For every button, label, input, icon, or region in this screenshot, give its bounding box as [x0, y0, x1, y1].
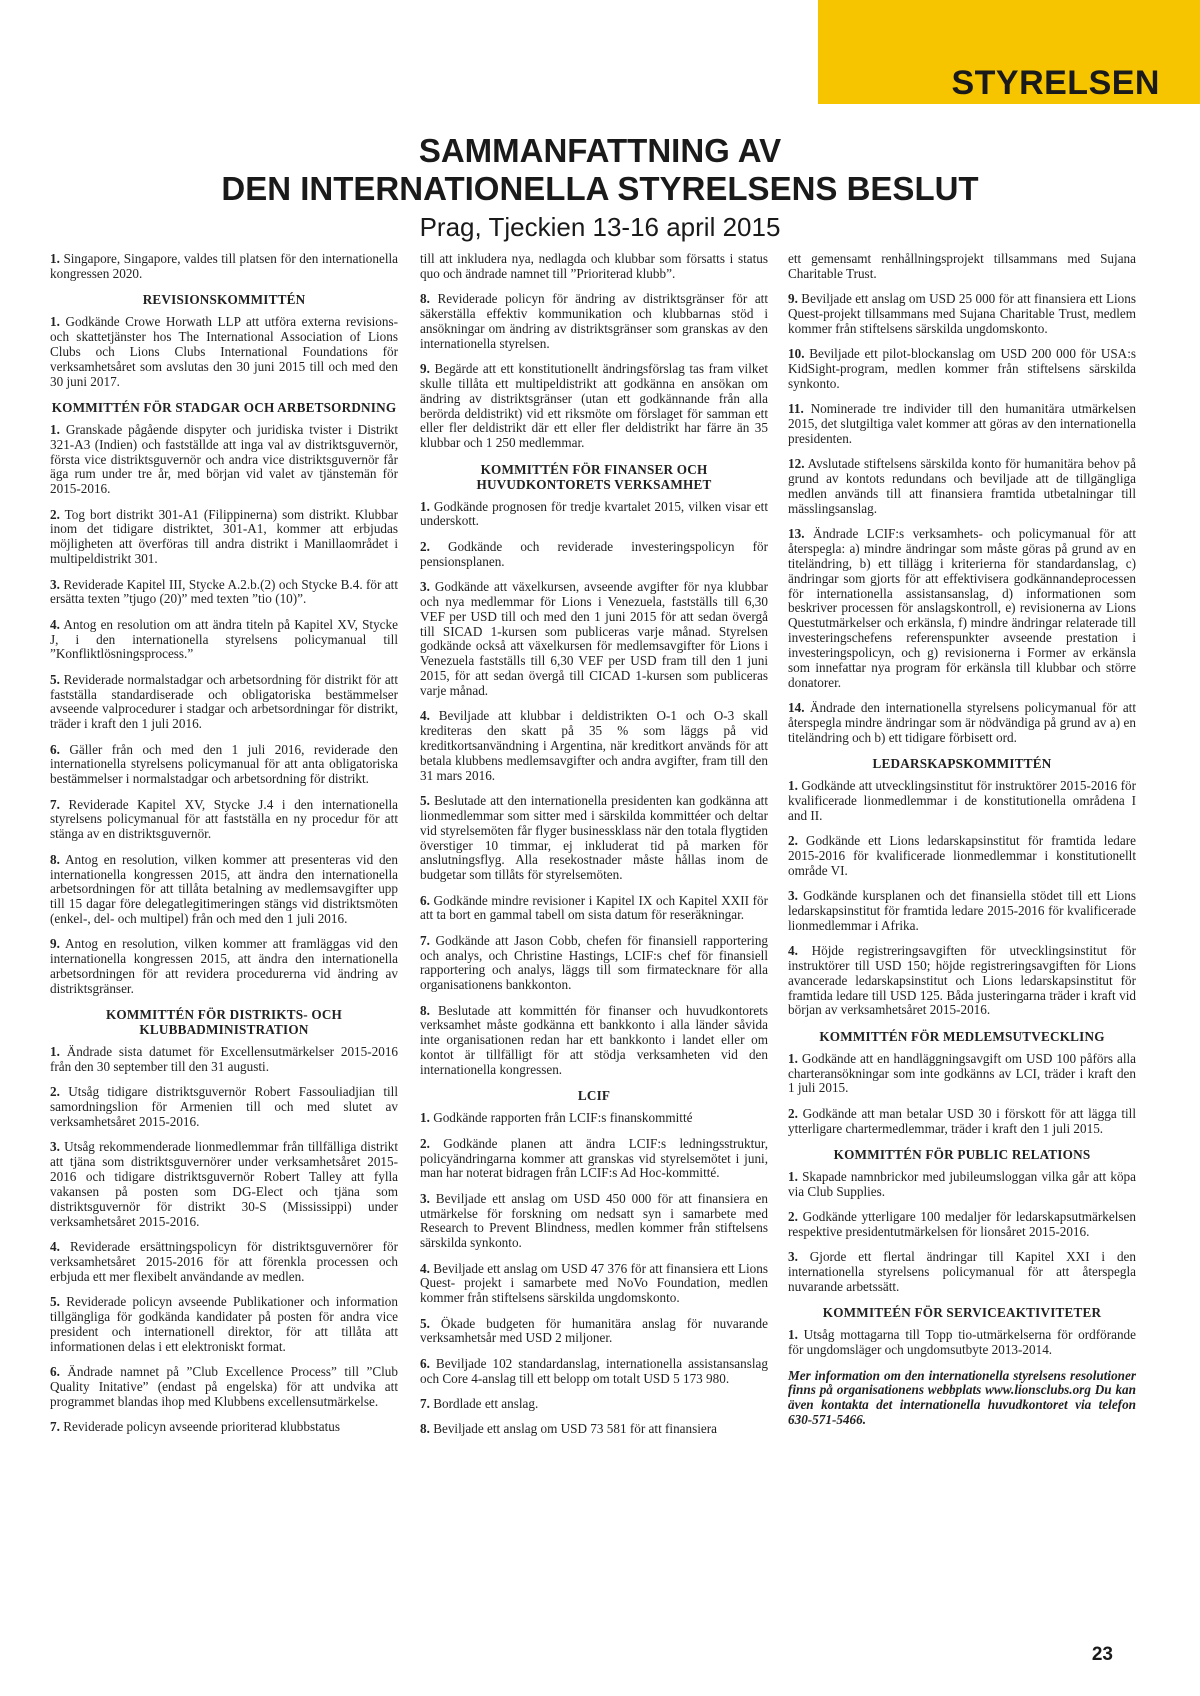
- item-text: Avslutade stiftelsens särskilda konto för humanitära behov på grund av kontots redundans och beviljade att de tillgängliga medlen används till att finansiera framtida utbetalningar till mässlingsanslag.: [788, 456, 1136, 516]
- resolution-item: [420, 709, 768, 783]
- item-text: Nominerade tre individer till den humanitära utmärkelsen 2015, det slutgiltiga valet kommer att göras av den internationella presidenten.: [788, 401, 1136, 446]
- item-number: 3.: [50, 1139, 60, 1155]
- item-text: Godkände att växelkursen, avseende avgifter för nya klubbar och nya medlemmar för Lions i Venezuela, fastställs till 6,30 VEF per USD till och med den 1 juni 2015 för att sedan övergå till SICAD 1-kursen som publiceras varje månad. Styrelsen godkände också att växelkursen för medlemsavgifter för Lions i Venezuela fastställs till 6,30 VEF per USD fram till den 1 juni 2015, för att sedan övergå till CICAD 1-kursen som publiceras varje månad.: [420, 579, 768, 698]
- item-text: Beviljade 102 standardanslag, internationella assistansanslag och Core 4-anslag till ett belopp om totalt USD 5 173 980.: [420, 1355, 768, 1386]
- item-text: till att inkludera nya, nedlagda och klubbar som försatts i status quo och ändrade namnet till ”Prioriterad klubb”.: [420, 251, 768, 281]
- resolution-item: [50, 1365, 398, 1410]
- item-text: Reviderade normalstadgar och arbetsordning för distrikt för att fastställa standardiserade och obligatoriska bestämmelser avseende valprocedurer i stadgar och arbetsordningar för distrikt, träder i kraft den 1 juli 2016.: [50, 671, 399, 732]
- item-number: 1.: [420, 498, 430, 514]
- item-text: Godkände planen att ändra LCIF:s ledningsstruktur, policyändringarna kommer att granskas vid styrelsemötet i juni, man har noterat bidragen från LCIF:s Ad Hoc-kommitté.: [420, 1135, 768, 1181]
- resolution-item: [788, 1210, 1136, 1240]
- section-heading: KOMMITTÉN FÖR PUBLIC RELATIONS: [833, 1147, 1091, 1162]
- resolution-item: [50, 1085, 398, 1130]
- item-text: Gjorde ett flertal ändringar till Kapitel XXI i den internationella styrelsens policymanual för att återspegla nuvarande arbetssätt.: [788, 1249, 1136, 1295]
- section-heading: LEDARSKAPSKOMMITTÉN: [872, 755, 1052, 771]
- resolution-item: [50, 743, 398, 788]
- item-text: Reviderade ersättningspolicyn för distriktsguvernörer för verksamhetsåret 2015-2016 för att förenkla processen och erbjuda ett mer flexibelt användande av medlen.: [50, 1239, 399, 1284]
- section-heading: LCIF: [577, 1088, 611, 1104]
- item-number: 6.: [50, 741, 60, 757]
- item-text: Ändrade LCIF:s verksamhets- och policymanual för att återspegla: a) mindre ändringar som måste göras på grund av en titeländring, b) ett tillägg i kriterierna för standardanslag, c) ändringar som gjorts för att effektivisera godkännandeprocessen för internationella assistansanslag, d) informationen som beskriver processen för anslagskontroll, e) revisionerna av Lions Questutmärkelser och erkänsla, f) mindre ändringar relaterade till investeringschefens referenspunkter avseende prestation i investeringspolicyn, och g) revisionerna i Former av erkänsla som innefattar nya program för erkänsla till klubbar och större donatorer.: [788, 526, 1136, 690]
- resolution-item: [788, 834, 1136, 879]
- item-text: Bordlade ett anslag.: [433, 1395, 539, 1411]
- item-number: 9.: [50, 936, 60, 952]
- item-number: 3.: [788, 888, 798, 904]
- item-number: 4.: [50, 616, 60, 632]
- item-number: 2.: [50, 1084, 60, 1100]
- item-number: 11.: [788, 401, 804, 417]
- item-number: 2.: [50, 506, 60, 522]
- resolution-item: [420, 1317, 768, 1347]
- page-number: 23: [1091, 1644, 1113, 1665]
- item-number: 7.: [420, 932, 430, 948]
- item-number: 7.: [420, 1395, 430, 1411]
- title-block: [0, 132, 1200, 244]
- item-text: Utsåg mottagarna till Topp tio-utmärkelserna för ordförande för ungdomsläger och ungdomsutbyte 2013-2014.: [788, 1327, 1136, 1358]
- resolution-item: [420, 794, 768, 883]
- item-number: 6.: [50, 1363, 60, 1379]
- resolution-item: [420, 540, 768, 570]
- item-number: 9.: [420, 361, 430, 377]
- resolution-item: [50, 618, 398, 663]
- resolution-item: [788, 457, 1136, 516]
- item-text: Godkände rapporten från LCIF:s finanskommitté: [433, 1110, 693, 1126]
- resolution-item: [420, 580, 768, 699]
- item-text: Begärde att ett konstitutionellt ändringsförslag tas fram vilket skulle tillåta ett multipeldistrikt att godkänna en ansökan om ändring av distriktsgränser (utan ett godkännande från alla berörda deldistrikt) vid ett riksmöte om förslaget för samman ett eller fler deldistrikt där ett eller fler deldistrikt har färre än 35 klubbar och 1 250 medlemmar.: [420, 361, 768, 451]
- item-text: Ändrade namnet på ”Club Excellence Process” till ”Club Quality Initative” (endast på engelska) för att undvika att programmet blandas ihop med Klubbens excellensutmärkelse.: [50, 1363, 398, 1409]
- item-number: 5.: [50, 1294, 60, 1310]
- item-text: Godkände prognosen för tredje kvartalet 2015, vilken visar ett underskott.: [420, 498, 768, 529]
- section-heading: REVISIONSKOMMITTÉN: [142, 292, 306, 308]
- resolution-item: [788, 779, 1136, 824]
- resolution-item: [420, 934, 768, 993]
- item-text: ett gemensamt renhållningsprojekt tillsammans med Sujana Charitable Trust.: [788, 251, 1136, 281]
- page-title-line-2: DEN INTERNATIONELLA STYRELSENS BESLUT: [221, 170, 979, 207]
- resolution-item: [788, 347, 1136, 392]
- item-text: Singapore, Singapore, valdes till platsen för den internationella kongressen 2020.: [50, 251, 398, 281]
- item-number: 2.: [788, 1105, 798, 1121]
- item-text: Reviderade policyn avseende prioriterad klubbstatus: [63, 1418, 341, 1434]
- item-text: Beviljade ett anslag om USD 450 000 för att finansiera en utmärkelse för forskning om nedsatt syn i samarbete med Research to Prevent Blindness, medlen kommer från stiftelsens särskilda synkonto.: [420, 1190, 768, 1251]
- item-number: 2.: [420, 1135, 430, 1151]
- item-text: Godkände att utvecklingsinstitut för instruktörer 2015-2016 för kvalificerade lionmedlemmar i de konstitutionella områdena I and II.: [788, 777, 1137, 823]
- item-number: 1.: [50, 421, 60, 437]
- item-number: 6.: [420, 1355, 430, 1371]
- resolution-item: [788, 1052, 1136, 1097]
- resolution-item: [50, 673, 398, 732]
- item-text: Reviderade Kapitel XV, Stycke J.4 i den internationella styrelsens policymanual för att fastställa en ny procedur för att stänga av en distriktsguvernör.: [50, 796, 398, 842]
- item-text: Granskade pågående dispyter och juridiska tvister i Distrikt 321-A3 (Indien) och fastställde att inga val av distriktsguvernör, första vice distriktsguvernör och andra vice distriktsguvernör får äga rum under tre år, med början vid valet av tjänstemän för 2015-2016.: [50, 421, 398, 497]
- resolution-item: [788, 1328, 1136, 1358]
- resolution-item: [788, 292, 1136, 337]
- item-text: Utsåg tidigare distriktsguvernör Robert Fassouliadjian till samordningslion för Armenien till och med slutet av verksamhetsåret 2015-2016.: [50, 1084, 398, 1130]
- item-number: 13.: [788, 526, 805, 542]
- item-text: Antog en resolution, vilken kommer att framläggas vid den internationella kongressen 2015, att ändra den internationella arbetsordningen för att revidera procedurerna vid ändring av distriktsgränser.: [50, 936, 398, 996]
- page-subtitle: Prag, Tjeckien 13-16 april 2015: [419, 212, 781, 242]
- item-number: 9.: [788, 291, 798, 307]
- item-text: Godkände att man betalar USD 30 i förskott för att lägga till ytterligare chartermedlemmar, träder i kraft den 1 juli 2015.: [788, 1105, 1136, 1136]
- item-text: Reviderade policyn för ändring av distriktsgränser för att säkerställa effektiv kommunikation och klubbarnas stöd i ansökningar om ändring av distriktsgränser som granskas av den internationella styrelsen.: [420, 291, 769, 351]
- item-number: 3.: [50, 576, 60, 592]
- item-number: 3.: [420, 579, 430, 594]
- resolution-item: [50, 578, 398, 608]
- item-number: 1.: [788, 1050, 798, 1066]
- item-number: 1.: [50, 251, 60, 266]
- resolution-item: [788, 944, 1136, 1018]
- resolution-item: [50, 1295, 398, 1354]
- resolution-item: [788, 1170, 1136, 1200]
- item-number: 3.: [788, 1249, 798, 1265]
- resolution-item: [50, 937, 398, 996]
- resolution-item: [50, 1140, 398, 1229]
- item-text: Godkände kursplanen och det finansiella stödet till ett Lions ledarskapsinstitut för framtida ledare 2015-2016 för kvalificerade lionmedlemmar i Afrika.: [788, 888, 1136, 933]
- item-number: 1.: [50, 314, 60, 330]
- resolution-item: [788, 402, 1136, 447]
- item-text: Gäller från och med den 1 juli 2016, reviderade den internationella styrelsens policymanual för att anta obligatoriska bestämmelser i normalstadgar och arbetsordning för distrikt.: [50, 741, 399, 787]
- section-tab-label: STYRELSEN: [951, 64, 1160, 102]
- resolution-item: [788, 889, 1136, 934]
- item-text: Reviderade Kapitel III, Stycke A.2.b.(2) och Stycke B.4. för att ersätta texten ”tjugo (20)” med texten ”tio (10)”.: [50, 576, 399, 607]
- item-number: 8.: [420, 1002, 430, 1018]
- section-heading: KOMMITTÉN FÖR STADGAR OCH ARBETSORDNING: [51, 399, 397, 415]
- text-column-2: [420, 252, 768, 1448]
- item-text: Godkände ett Lions ledarskapsinstitut för framtida ledare 2015-2016 för kvalificerade lionmedlemmar i konstitutionellt område VI.: [788, 833, 1137, 878]
- resolution-item: [50, 1420, 398, 1435]
- section-heading: KOMMITTÉN FÖR FINANSER OCH HUVUDKONTORETS VERKSAMHET: [476, 461, 712, 492]
- item-text: Godkände och reviderade investeringspolicyn för pensionsplanen.: [420, 538, 769, 569]
- item-number: 10.: [788, 346, 805, 362]
- item-text: Godkände ytterligare 100 medaljer för ledarskapsutmärkelsen respektive presidentutmärkelsen för lionsåret 2015-2016.: [788, 1209, 1136, 1240]
- item-text: Beviljade ett anslag om USD 25 000 för att finansiera ett Lions Quest-projekt tillsammans med Sujana Charitable Trust, medlem kommer från stiftelsens särskilda ungdomskonto.: [788, 291, 1136, 336]
- item-number: 12.: [788, 456, 805, 472]
- resolution-item: [420, 1004, 768, 1078]
- contact-note: Mer information om den internationella styrelsens resolutioner finns på organisationens webbplats www.lionsclubs.org Du kan även kontakta det internationella huvudkontoret via telefon 630-571-5466.: [788, 1367, 1136, 1428]
- resolution-item: [420, 1397, 768, 1412]
- resolution-item: [50, 1240, 398, 1285]
- item-text: Beviljade ett pilot-blockanslag om USD 200 000 för USA:s KidSight-program, medlen kommer från stiftelsens särskilda synkonto.: [788, 346, 1136, 391]
- item-number: 6.: [420, 892, 430, 908]
- resolution-item: [50, 798, 398, 843]
- item-number: 1.: [788, 1169, 798, 1184]
- item-number: 4.: [788, 943, 798, 959]
- item-text: Beviljade ett anslag om USD 47 376 för att finansiera ett Lions Quest- projekt i samarbete med NoVo Foundation, medlen kommer från stiftelsens särskilda ungdomskonto.: [420, 1260, 768, 1306]
- item-number: 4.: [420, 708, 430, 724]
- item-number: 5.: [420, 792, 430, 808]
- item-text: Godkände att en handläggningsavgift om USD 100 påförs alla charteransökningar som inte godkänns av LCI, träder i kraft den 1 juli 2015.: [788, 1050, 1137, 1096]
- item-text: Antog en resolution om att ändra titeln på Kapitel XV, Stycke J, i den internationella styrelsens policymanual till ”Konfliktlösningsprocess.”: [50, 616, 398, 662]
- resolution-item: [420, 1262, 768, 1307]
- item-text: Ändrade den internationella styrelsens policymanual för att återspegla mindre ändringar som är nödvändiga på grund av a) en titeländring och b) ett tidigare förbisett ord.: [788, 699, 1137, 745]
- section-heading: KOMMITTÉN FÖR DISTRIKTS- OCH KLUBBADMINISTRATION: [105, 1007, 343, 1038]
- resolution-item: [420, 362, 768, 451]
- item-number: 1.: [50, 1044, 60, 1060]
- resolution-item: [420, 894, 768, 924]
- resolution-item: [50, 853, 398, 927]
- resolution-item: [50, 1045, 398, 1075]
- item-number: 2.: [788, 833, 798, 848]
- section-heading: KOMMITEÉN FÖR SERVICEAKTIVITETER: [822, 1305, 1102, 1321]
- resolution-item: [788, 701, 1136, 746]
- resolution-item: [420, 1111, 768, 1126]
- resolution-item: [420, 1422, 768, 1437]
- item-number: 8.: [420, 291, 430, 307]
- item-text: Beviljade att klubbar i deldistrikten O-1 och O-3 skall krediteras den skatt på 35 % som läggs på vid kreditkortsanvändning i Argentina, när kreditkort används för att betala klubbens medlemsavgifter och andra avgifter, fram till den 31 mars 2016.: [420, 708, 768, 783]
- resolution-item: [420, 1357, 768, 1387]
- item-text: Utsåg rekommenderade lionmedlemmar från tillfälliga distrikt att tjäna som distriktsguvernörer under verksamhetsåret 2015-2016 och tidigare distriktsguvernör Robert Talley att fylla vakansen på posten som DG-Elect och tjäna som distriktsguvernör för distrikt 30-S (Mississippi) under verksamhetsåret 2015-2016.: [50, 1139, 399, 1229]
- item-number: 1.: [788, 1327, 798, 1343]
- item-text: Beslutade att den internationella presidenten kan godkänna att lionmedlemmar som sitter med i särskilda kommittéer och deltar vid styrelsemöten får flyger businessklass när den totala flygtiden överstiger 10 timmar, ej inkluderat tid på marken för anslutningsflyg. Alla resekostnader måste hållas inom de budgetar som tillåts för styrelsemöten.: [420, 792, 769, 883]
- text-column-1: [50, 252, 398, 1445]
- item-number: 5.: [50, 671, 60, 687]
- item-number: 8.: [420, 1421, 430, 1437]
- item-number: 8.: [50, 851, 60, 867]
- resolution-item: [788, 1107, 1136, 1137]
- resolution-item: [788, 1250, 1136, 1295]
- section-tab: [818, 0, 1200, 104]
- text-column-3: [788, 252, 1136, 1438]
- item-number: 2.: [788, 1209, 798, 1225]
- item-text: Ökade budgeten för humanitära anslag för nuvarande verksamhetsår med USD 2 miljoner.: [420, 1315, 768, 1346]
- item-number: 7.: [50, 796, 60, 812]
- resolution-item: [420, 1192, 768, 1251]
- item-text: Tog bort distrikt 301-A1 (Filippinerna) som distrikt. Klubbar inom det tidigare distriktet, 301-A1, kommer att erbjudas möjligheten att överföras till andra distrikt i Manillaområdet i multipeldistrikt 301.: [50, 506, 398, 567]
- item-number: 1.: [788, 777, 798, 793]
- resolution-item: [420, 500, 768, 530]
- resolution-item: [50, 423, 398, 497]
- item-text: Godkände Crowe Horwath LLP att utföra externa revisions- och skattetjänster hos The International Association of Lions Clubs och Lions Clubs International Foundations för verksamhetsåret som avslutas den 30 juni 2015 till och med den 30 juni 2017.: [50, 314, 399, 389]
- item-number: 3.: [420, 1190, 430, 1206]
- resolution-item: [420, 292, 768, 351]
- item-text: Höjde registreringsavgiften för utvecklingsinstitut för instruktörer till USD 150; höjde registreringsavgiften för Lions avancerade ledarskapsinstitut och Lions ledarskapsinstitut för framtida ledare till USD 125. Båda justeringarna träder i kraft vid början av verksamhetsåret 2015-2016.: [788, 943, 1137, 1018]
- item-number: 4.: [50, 1239, 60, 1255]
- item-text: Godkände att Jason Cobb, chefen för finansiell rapportering och analys, och Christine Hastings, LCIF:s chef för finansiell rapportering och analys, läggs till som firmatecknare för alla organisationens bankkonton.: [420, 932, 769, 993]
- item-text: Ändrade sista datumet för Excellensutmärkelser 2015-2016 från den 30 september till den 31 augusti.: [50, 1044, 399, 1075]
- item-number: 7.: [50, 1418, 60, 1434]
- item-number: 4.: [420, 1260, 430, 1276]
- item-text: Beviljade ett anslag om USD 73 581 för att finansiera: [433, 1421, 718, 1437]
- item-text: Beslutade att kommittén för finanser och huvudkontorets verksamhet måste godkänna ett bankkonto i alla länder såvida inte organisationen redan har ett bankkonto i landet eller om kontot är tillfälligt för att stödja verksamheten vid den internationella kongressen.: [420, 1002, 769, 1077]
- resolution-item: [788, 252, 1136, 282]
- resolution-item: [50, 508, 398, 567]
- item-text: Antog en resolution, vilken kommer att presenteras vid den internationella kongressen 2015, att ändra den internationella arbetsordningen för att tillåta betalning av medlemsavgifter upp till 15 dagar före delegatlegitimeringen stängs vid distriktsmöten (enkel-, del- och multipel) från och med den 1 juli 2016.: [50, 851, 398, 927]
- resolution-item: [50, 252, 398, 282]
- resolution-item: [420, 252, 768, 282]
- page-title-line-1: SAMMANFATTNING AV: [418, 132, 782, 169]
- resolution-item: [50, 315, 398, 389]
- item-number: 2.: [420, 538, 430, 554]
- item-number: 5.: [420, 1315, 430, 1331]
- item-text: Godkände mindre revisioner i Kapitel IX och Kapitel XXII för att ta bort en gammal tabell om sista datum för reseräkningar.: [420, 892, 768, 923]
- resolution-item: [420, 1137, 768, 1182]
- item-text: Skapade namnbrickor med jubileumsloggan vilka går att köpa via Club Supplies.: [788, 1169, 1136, 1199]
- item-number: 1.: [420, 1110, 430, 1126]
- item-number: 14.: [788, 699, 805, 715]
- section-heading: KOMMITTÉN FÖR MEDLEMSUTVECKLING: [819, 1028, 1105, 1044]
- item-text: Reviderade policyn avseende Publikationer och information tillgängliga för godkända kandidater på posten för andra vice president och internationell direktor, för att tillåta att informationen delas i ett elektroniskt format.: [50, 1294, 398, 1354]
- resolution-item: [788, 527, 1136, 690]
